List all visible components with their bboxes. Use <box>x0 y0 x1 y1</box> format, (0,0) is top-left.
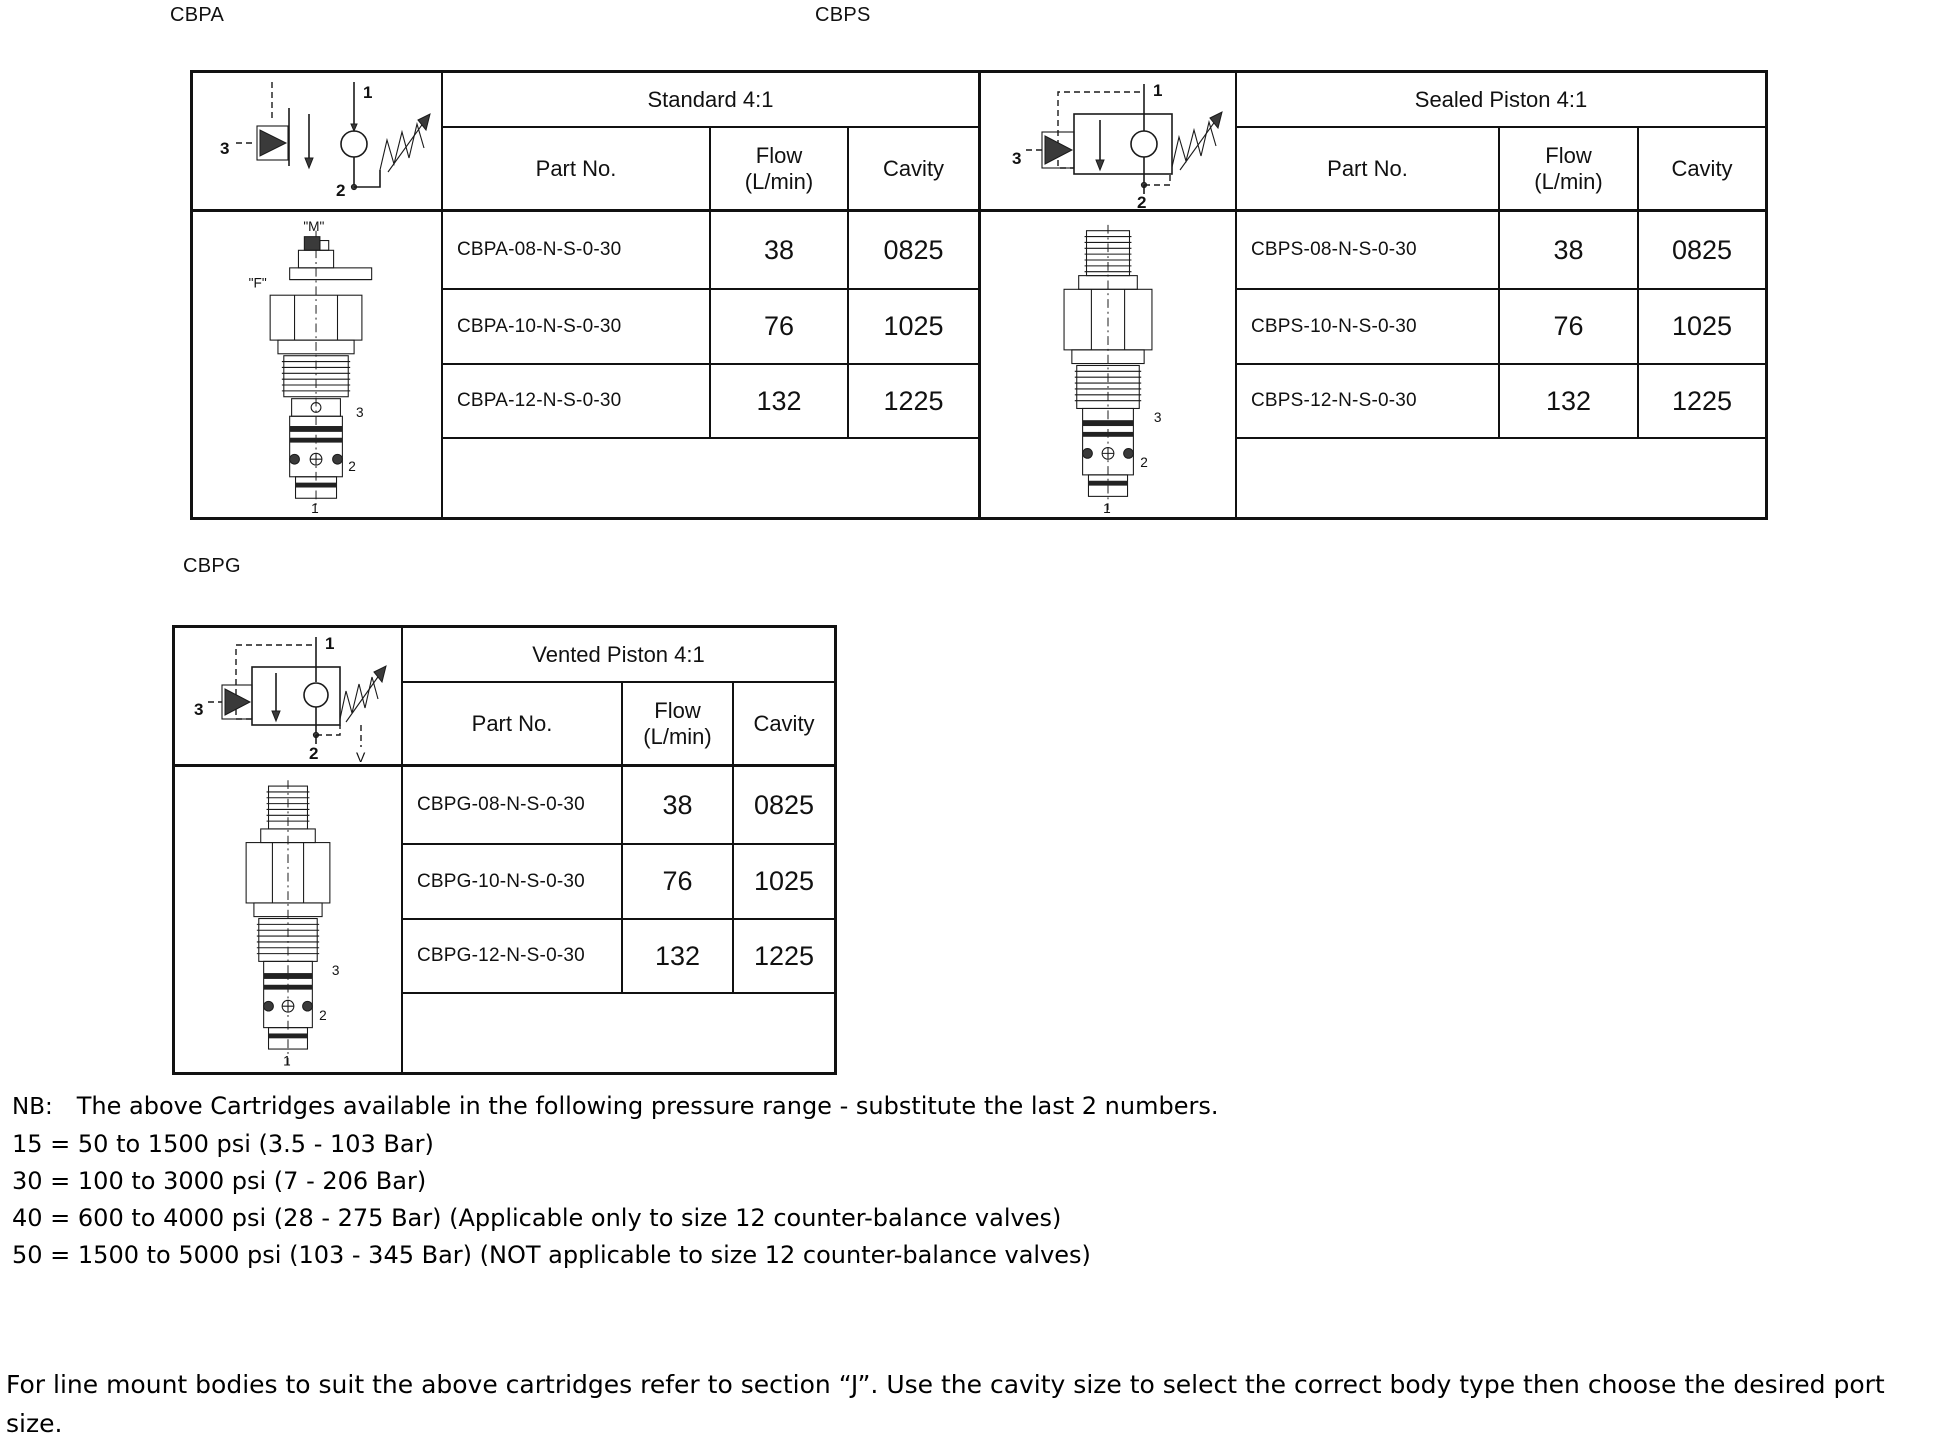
table-cell-part: CBPA-10-N-S-0-30 <box>443 290 711 365</box>
pressure-option-50: 50 = 1500 to 5000 psi (103 - 345 Bar) (NOT applicable to size 12 counter-balance valves) <box>12 1241 1091 1269</box>
cbpa-col-flow-line2: (L/min) <box>744 168 814 194</box>
cbpa-drawing-port3: 3 <box>356 404 364 420</box>
cbpa-col-cavity: Cavity <box>849 128 978 212</box>
cbps-drawing-port3: 3 <box>1153 409 1162 425</box>
table-cell-cavity: 1225 <box>734 920 834 994</box>
table-cell-cavity: 1025 <box>1639 290 1765 365</box>
cbps-col-cavity: Cavity <box>1639 128 1765 212</box>
cbpg-drawing-port3: 3 <box>331 962 340 978</box>
table-empty-row <box>443 439 978 517</box>
cbpa-table <box>190 70 981 520</box>
table-cell-flow: 76 <box>623 845 734 920</box>
cbps-col-flow-line1: Flow <box>1545 142 1592 168</box>
pressure-option-30: 30 = 100 to 3000 psi (7 - 206 Bar) <box>12 1167 427 1195</box>
table-cell-part: CBPS-10-N-S-0-30 <box>1237 290 1500 365</box>
cbps-header: Sealed Piston 4:1 <box>1237 73 1765 128</box>
table-cell-cavity: 1025 <box>849 290 978 365</box>
cbps-symbol-drawing <box>982 74 1234 209</box>
cbpg-col-cavity: Cavity <box>734 683 834 767</box>
cbpa-drawing-label-f: "F" <box>248 274 267 290</box>
cbpg-symbol-port3: 3 <box>194 699 204 719</box>
table-cell-cavity: 0825 <box>849 212 978 290</box>
table-cell-part: CBPA-12-N-S-0-30 <box>443 365 711 439</box>
cbpg-cartridge-drawing <box>175 767 403 1072</box>
nb-text: The above Cartridges available in the following pressure range - substitute the last 2 numbers. <box>76 1092 1219 1120</box>
nb-label: NB: <box>12 1094 53 1120</box>
cbps-col-flow-line2: (L/min) <box>1534 168 1603 194</box>
cbps-hydraulic-symbol <box>981 73 1237 212</box>
table-cell-cavity: 1225 <box>1639 365 1765 439</box>
pressure-option-15: 15 = 50 to 1500 psi (3.5 - 103 Bar) <box>12 1130 434 1158</box>
cbpa-col-part: Part No. <box>443 128 711 212</box>
cbpg-drawing-port1: 1 <box>283 1053 291 1069</box>
table-cell-part: CBPG-10-N-S-0-30 <box>403 845 623 920</box>
pressure-option-40: 40 = 600 to 4000 psi (28 - 275 Bar) (Applicable only to size 12 counter-balance valves) <box>12 1204 1062 1232</box>
cbpg-col-flow <box>623 683 734 767</box>
table-cell-part: CBPS-12-N-S-0-30 <box>1237 365 1500 439</box>
cbpa-symbol-drawing <box>194 74 440 209</box>
table-cell-flow: 76 <box>1500 290 1639 365</box>
table-cell-flow: 132 <box>623 920 734 994</box>
cbps-drawing-port2: 2 <box>1140 454 1148 470</box>
table-label-cbpa: CBPA <box>170 4 225 26</box>
cbpa-cartridge-drawing <box>193 212 443 517</box>
table-label-cbps: CBPS <box>815 4 871 26</box>
cbpa-col-flow <box>711 128 849 212</box>
cbps-table <box>978 70 1768 520</box>
table-cell-cavity: 1225 <box>849 365 978 439</box>
table-cell-flow: 132 <box>1500 365 1639 439</box>
cbps-col-part: Part No. <box>1237 128 1500 212</box>
cbps-symbol-port1: 1 <box>1153 80 1163 100</box>
table-cell-part: CBPG-12-N-S-0-30 <box>403 920 623 994</box>
table-empty-row <box>1237 439 1765 517</box>
cbps-symbol-port2: 2 <box>1137 192 1147 209</box>
cbpa-symbol-port1: 1 <box>363 82 373 102</box>
cbpa-hydraulic-symbol <box>193 73 443 212</box>
cbpg-col-flow-line1: Flow <box>654 697 701 723</box>
cbpg-table <box>172 625 837 1075</box>
table-cell-cavity: 1025 <box>734 845 834 920</box>
cbpg-symbol-port1: 1 <box>325 633 335 653</box>
line-mount-note: For line mount bodies to suit the above cartridges refer to section “J”. Use the cavity size to select the correct body type then choose the desired port size. <box>6 1370 1885 1438</box>
cbpa-drawing-label-m: "M" <box>303 218 325 234</box>
table-cell-flow: 132 <box>711 365 849 439</box>
nb-note-line <box>12 1088 1218 1126</box>
cbpg-cartridge-svg <box>176 769 400 1071</box>
cbpa-header: Standard 4:1 <box>443 73 978 128</box>
cbps-drawing-port1: 1 <box>1103 500 1111 516</box>
cbpg-symbol-port2: 2 <box>309 743 319 763</box>
cbpa-cartridge-svg <box>194 214 440 516</box>
table-label-cbpg: CBPG <box>183 555 241 577</box>
table-cell-part: CBPS-08-N-S-0-30 <box>1237 212 1500 290</box>
cbpg-header: Vented Piston 4:1 <box>403 628 834 683</box>
cbpa-symbol-port2: 2 <box>336 180 346 200</box>
table-cell-cavity: 0825 <box>1639 212 1765 290</box>
cbpa-col-flow-line1: Flow <box>755 142 803 168</box>
table-cell-flow: 38 <box>711 212 849 290</box>
cbpg-drawing-port2: 2 <box>319 1007 327 1023</box>
cbpg-hydraulic-symbol <box>175 628 403 767</box>
table-cell-part: CBPA-08-N-S-0-30 <box>443 212 711 290</box>
cbpa-drawing-port1: 1 <box>311 500 319 516</box>
cbpa-symbol-port3: 3 <box>220 138 230 158</box>
table-cell-flow: 76 <box>711 290 849 365</box>
cbps-cartridge-svg <box>982 214 1234 516</box>
table-empty-row <box>403 994 834 1072</box>
cbpg-col-flow-line2: (L/min) <box>643 723 712 749</box>
cbps-col-flow <box>1500 128 1639 212</box>
cbps-cartridge-drawing <box>981 212 1237 517</box>
table-cell-flow: 38 <box>1500 212 1639 290</box>
table-cell-cavity: 0825 <box>734 767 834 845</box>
cbpg-col-part: Part No. <box>403 683 623 767</box>
cbps-symbol-port3: 3 <box>1012 148 1022 168</box>
table-cell-flow: 38 <box>623 767 734 845</box>
cbpg-symbol-vent: V <box>356 748 366 764</box>
cbpa-drawing-port2: 2 <box>348 458 356 474</box>
cbpg-symbol-drawing <box>176 629 400 764</box>
pressure-range-notes <box>12 1088 1218 1274</box>
table-cell-part: CBPG-08-N-S-0-30 <box>403 767 623 845</box>
